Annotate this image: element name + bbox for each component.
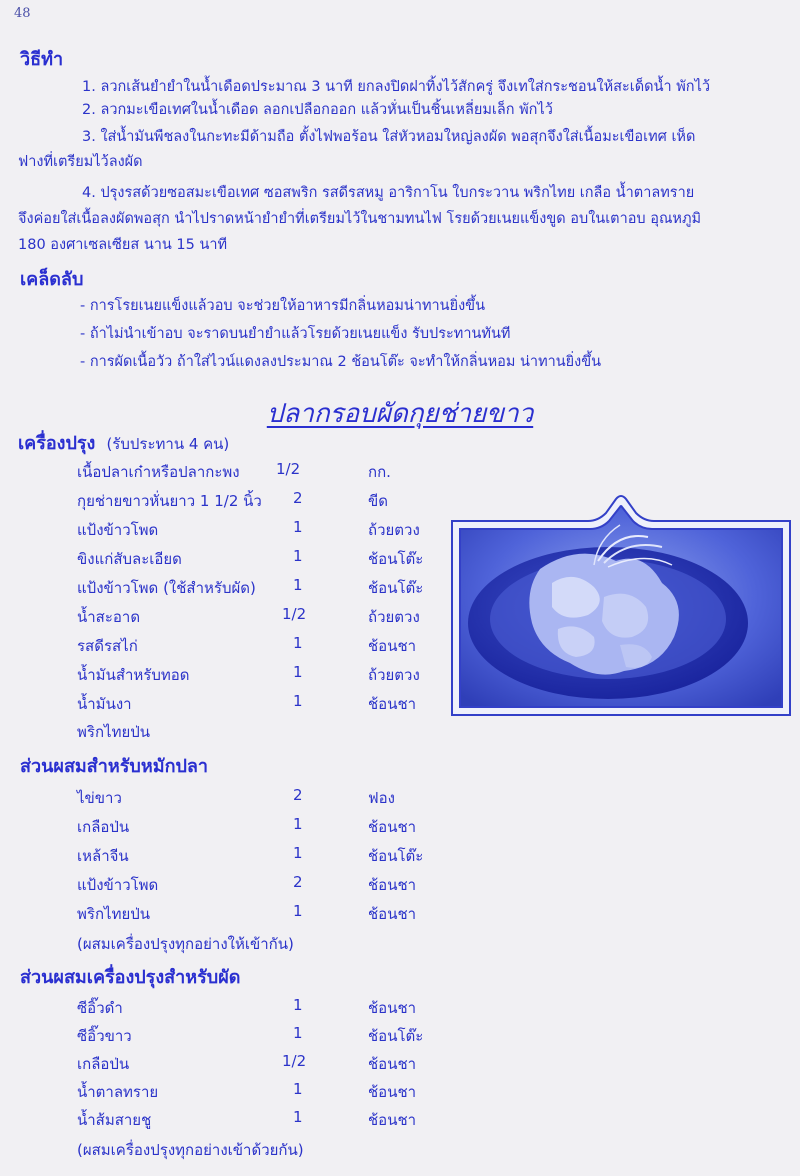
stirfry-heading: ส่วนผสมเครื่องปรุงสำหรับผัด	[20, 967, 241, 988]
marinade-unit: ช้อนชา	[368, 905, 417, 923]
ingredient-unit: กก.	[368, 463, 391, 481]
marinade-unit: ช้อนชา	[368, 818, 417, 836]
marinade-unit: ช้อนชา	[368, 876, 417, 894]
ingredient-name: แป้งข้าวโพด	[77, 521, 159, 539]
ingredients-heading: เครื่องปรุง	[18, 433, 96, 454]
stirfry-note: (ผสมเครื่องปรุงทุกอย่างเข้าด้วยกัน)	[77, 1141, 304, 1159]
ingredient-qty: 1/2	[282, 605, 307, 623]
ingredients-heading-row	[18, 428, 229, 457]
ingredient-unit: ช้อนชา	[368, 695, 417, 713]
ingredient-qty: 1	[293, 663, 303, 681]
ingredient-name: น้ำมันสำหรับทอด	[77, 666, 190, 684]
ingredient-qty: 1	[293, 576, 303, 594]
method-heading: วิธีทำ	[20, 49, 64, 70]
ingredient-qty: 1	[293, 547, 303, 565]
ingredient-qty: 1	[293, 518, 303, 536]
method-step-2: 2. ลวกมะเขือเทศในน้ำเดือด ลอกเปลือกออก แล้วหั่นเป็นชิ้นเหลี่ยมเล็ก พักไว้	[82, 102, 553, 118]
method-step-4-cont2: 180 องศาเซลเซียส นาน 15 นาที	[18, 237, 228, 253]
marinade-note: (ผสมเครื่องปรุงทุกอย่างให้เข้ากัน)	[77, 935, 294, 953]
stirfry-unit: ช้อนชา	[368, 1111, 417, 1129]
stirfry-name: เกลือป่น	[77, 1055, 130, 1073]
ingredient-unit: ช้อนชา	[368, 637, 417, 655]
marinade-unit: ช้อนโต๊ะ	[368, 847, 424, 865]
method-step-3: 3. ใส่น้ำมันพืชลงในกะทะมีด้ามถือ ตั้งไฟพอร้อน ใส่หัวหอมใหญ่ลงผัด พอสุกจึงใส่เนื้อมะเขือเทศ เห็ด	[82, 129, 696, 145]
stirfry-unit: ช้อนโต๊ะ	[368, 1027, 424, 1045]
marinade-qty: 1	[293, 815, 303, 833]
method-step-4: 4. ปรุงรสด้วยซอสมะเขือเทศ ซอสพริก รสดีรสหมู อาริกาโน ใบกระวาน พริกไทย เกลือ น้ำตาลทราย	[82, 185, 695, 201]
stirfry-qty: 1	[293, 1108, 303, 1126]
ingredient-qty: 1/2	[276, 460, 301, 478]
tips-heading: เคล็ดลับ	[20, 269, 84, 290]
method-step-1: 1. ลวกเส้นยำยำในน้ำเดือดประมาณ 3 นาที ยกลงปิดฝาทิ้งไว้สักครู่ จึงเทใส่กระชอนให้สะเด็ดน้ำ พักไว้	[82, 79, 711, 95]
stirfry-unit: ช้อนชา	[368, 1055, 417, 1073]
method-step-3-cont: ฟางที่เตรียมไว้ลงผัด	[18, 154, 143, 170]
serving-size: (รับประทาน 4 คน)	[106, 435, 230, 453]
stirfry-unit: ช้อนชา	[368, 999, 417, 1017]
tip-1: - การโรยเนยแข็งแล้วอบ จะช่วยให้อาหารมีกลิ่นหอมน่าทานยิ่งขึ้น	[80, 298, 485, 314]
recipe-title: ปลากรอบผัดกุยช่ายขาว	[266, 399, 534, 429]
stirfry-qty: 1	[293, 1080, 303, 1098]
ingredient-name: แป้งข้าวโพด (ใช้สำหรับผัด)	[77, 579, 256, 597]
marinade-name: เกลือป่น	[77, 818, 130, 836]
marinade-name: ไข่ขาว	[77, 789, 122, 807]
ingredient-name: น้ำสะอาด	[77, 608, 141, 626]
ingredient-unit: ถ้วยตวง	[368, 521, 420, 539]
marinade-qty: 1	[293, 902, 303, 920]
marinade-qty: 1	[293, 844, 303, 862]
stirfry-qty: 1	[293, 1024, 303, 1042]
stirfry-name: น้ำส้มสายชู	[77, 1111, 152, 1129]
ingredient-unit: ถ้วยตวง	[368, 666, 420, 684]
ingredient-unit: ขีด	[368, 492, 388, 510]
marinade-name: แป้งข้าวโพด	[77, 876, 159, 894]
method-step-4-cont: จึงค่อยใส่เนื้อลงผัดพอสุก นำไปราดหน้ายำยำที่เตรียมไว้ในชามทนไฟ โรยด้วยเนยแข็งขูด อบในเตาอบ อุณหภูมิ	[18, 211, 702, 227]
stirfry-name: น้ำตาลทราย	[77, 1083, 159, 1101]
stirfry-qty: 1	[293, 996, 303, 1014]
ingredient-unit: ช้อนโต๊ะ	[368, 550, 424, 568]
stirfry-name: ซีอิ๊วดำ	[77, 999, 123, 1017]
dish-photo	[448, 491, 794, 719]
ingredient-qty: 1	[293, 634, 303, 652]
ingredient-name: ขิงแก่สับละเอียด	[77, 550, 182, 568]
stirfry-qty: 1/2	[282, 1052, 307, 1070]
marinade-unit: ฟอง	[368, 789, 395, 807]
stirfry-unit: ช้อนชา	[368, 1083, 417, 1101]
marinade-qty: 2	[293, 873, 303, 891]
tip-2: - ถ้าไม่นำเข้าอบ จะราดบนยำยำแล้วโรยด้วยเนยแข็ง รับประทานทันที	[80, 326, 511, 342]
ingredient-unit: ช้อนโต๊ะ	[368, 579, 424, 597]
ingredient-name: เนื้อปลาเก๋าหรือปลากะพง	[77, 463, 240, 481]
stirfry-name: ซีอิ๊วขาว	[77, 1027, 132, 1045]
tip-3: - การผัดเนื้อวัว ถ้าใส่ไวน์แดงลงประมาณ 2 ช้อนโต๊ะ จะทำให้กลิ่นหอม น่าทานยิ่งขึ้น	[80, 354, 602, 370]
ingredient-qty: 2	[293, 489, 303, 507]
ingredient-name: รสดีรสไก่	[77, 637, 138, 655]
page-number: 48	[14, 6, 31, 21]
marinade-name: พริกไทยป่น	[77, 905, 151, 923]
marinade-heading: ส่วนผสมสำหรับหมักปลา	[20, 756, 209, 777]
ingredient-qty: 1	[293, 692, 303, 710]
ingredient-name: น้ำมันงา	[77, 695, 132, 713]
ingredient-unit: ถ้วยตวง	[368, 608, 420, 626]
ingredient-name: พริกไทยป่น	[77, 723, 151, 741]
marinade-qty: 2	[293, 786, 303, 804]
ingredient-name: กุยช่ายขาวหั่นยาว 1 1/2 นิ้ว	[77, 492, 262, 510]
marinade-name: เหล้าจีน	[77, 847, 129, 865]
